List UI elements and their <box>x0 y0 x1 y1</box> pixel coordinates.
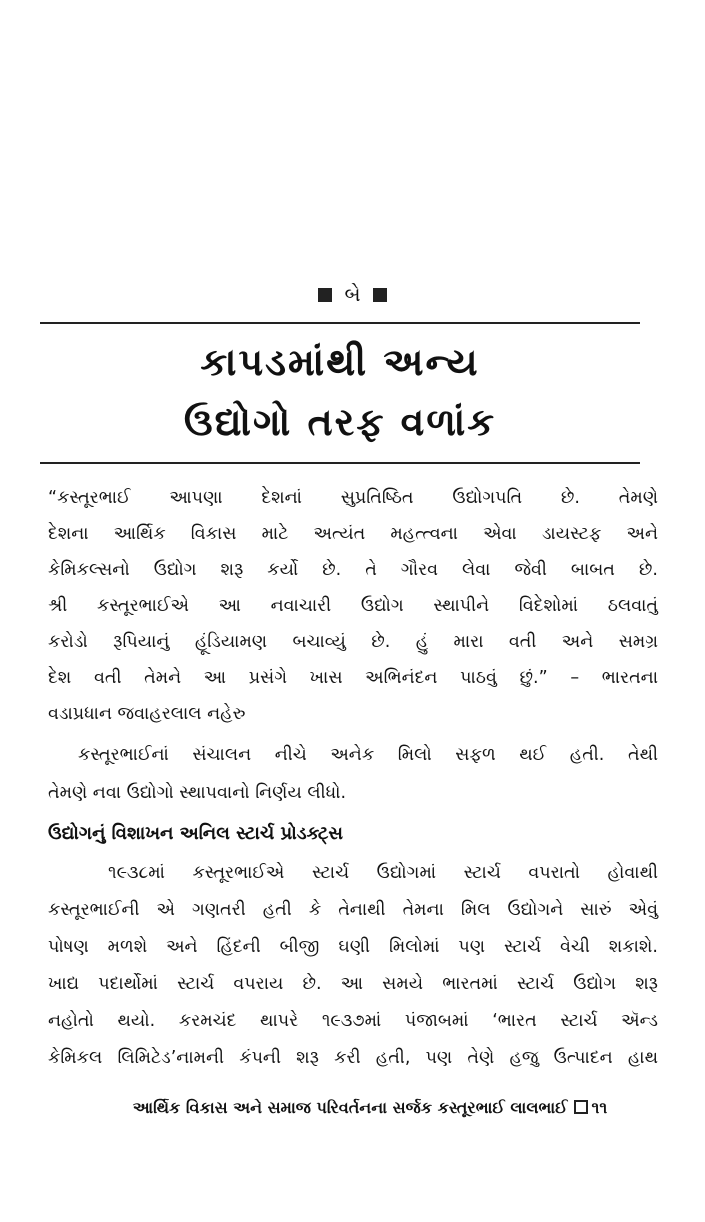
quote-line: કરોડો રૂપિયાનું હૂંડિયામણ બચાવ્યું છે. હું મારા વતી અને સમગ્ર <box>48 632 658 652</box>
chapter-marker <box>0 280 705 308</box>
chapter-number: બે <box>344 282 361 306</box>
nehru-quote <box>48 480 658 732</box>
paragraph-new-industries <box>48 736 658 812</box>
paragraph-line: કેમિકલ લિમિટેડ’નામની કંપની શરૂ કરી હતી, પણ તેણે હજુ ઉત્પાદન હાથ <box>48 1048 658 1068</box>
page-footer <box>70 1096 670 1120</box>
chapter-title-line-1: કાપડમાંથી અન્ય <box>200 340 480 384</box>
paragraph-line: કસ્તૂરભાઈની એ ગણતરી હતી કે તેનાથી તેમના મિલ ઉદ્યોગને સારું એવું <box>48 900 658 920</box>
quote-attribution: વડાપ્રધાન જવાહરલાલ નહેરુ <box>48 704 246 724</box>
paragraph-line: ખાદ્ય પદાર્થોમાં સ્ટાર્ચ વપરાય છે. આ સમયે ભારતમાં સ્ટાર્ચ ઉદ્યોગ શરૂ <box>48 974 658 994</box>
chapter-title-line-2: ઉદ્યોગો તરફ વળાંક <box>183 400 497 444</box>
quote-line: દેશ વતી તેમને આ પ્રસંગે ખાસ અભિનંદન પાઠવું છું.” – ભારતના <box>48 668 658 688</box>
title-top-rule <box>40 322 640 324</box>
title-bottom-rule <box>40 462 640 464</box>
box-separator-icon <box>574 1100 588 1114</box>
quote-line: કેમિકલ્સનો ઉદ્યોગ શરૂ કર્યો છે. તે ગૌરવ લેવા જેવી બાબત છે. <box>48 560 658 580</box>
quote-line: “કસ્તૂરભાઈ આપણા દેશનાં સુપ્રતિષ્ઠિત ઉદ્યોગપતિ છે. તેમણે <box>48 488 658 508</box>
paragraph-line: કસ્તૂરભાઈનાં સંચાલન નીચે અનેક મિલો સફળ થઈ હતી. તેથી <box>78 745 658 765</box>
quote-line: દેશના આર્થિક વિકાસ માટે અત્યંત મહત્ત્વના એવા ડાયસ્ટફ અને <box>48 524 658 544</box>
paragraph-line: ૧૯૩૮માં કસ્તૂરભાઈએ સ્ટાર્ચ ઉદ્યોગમાં સ્ટાર્ચ વપરાતો હોવાથી <box>108 863 658 883</box>
quote-line: શ્રી કસ્તૂરભાઈએ આ નવાચારી ઉદ્યોગ સ્થાપીને વિદેશોમાં ઠલવાતું <box>48 596 658 616</box>
section-subheading: ઉદ્યોગનું વિશાખન અનિલ સ્ટાર્ચ પ્રોડક્ટ્સ <box>48 823 343 844</box>
paragraph-line: પોષણ મળશે અને હિંદની બીજી ઘણી મિલોમાં પણ સ્ટાર્ચ વેચી શકાશે. <box>48 937 658 957</box>
page-number: ૧૧ <box>591 1098 608 1117</box>
square-ornament-icon <box>318 288 332 302</box>
square-ornament-icon <box>373 288 387 302</box>
paragraph-line: નહોતો થયો. કરમચંદ થાપરે ૧૯૩૭માં પંજાબમાં ‘ભારત સ્ટાર્ચ ઍન્ડ <box>48 1011 658 1031</box>
running-title: આર્થિક વિકાસ અને સમાજ પરિવર્તનના સર્જક કસ્તૂરભાઈ લાલભાઈ <box>132 1098 568 1117</box>
paragraph-starch <box>48 855 658 1077</box>
paragraph-line: તેમણે નવા ઉદ્યોગો સ્થાપવાનો નિર્ણય લીધો. <box>48 783 347 803</box>
